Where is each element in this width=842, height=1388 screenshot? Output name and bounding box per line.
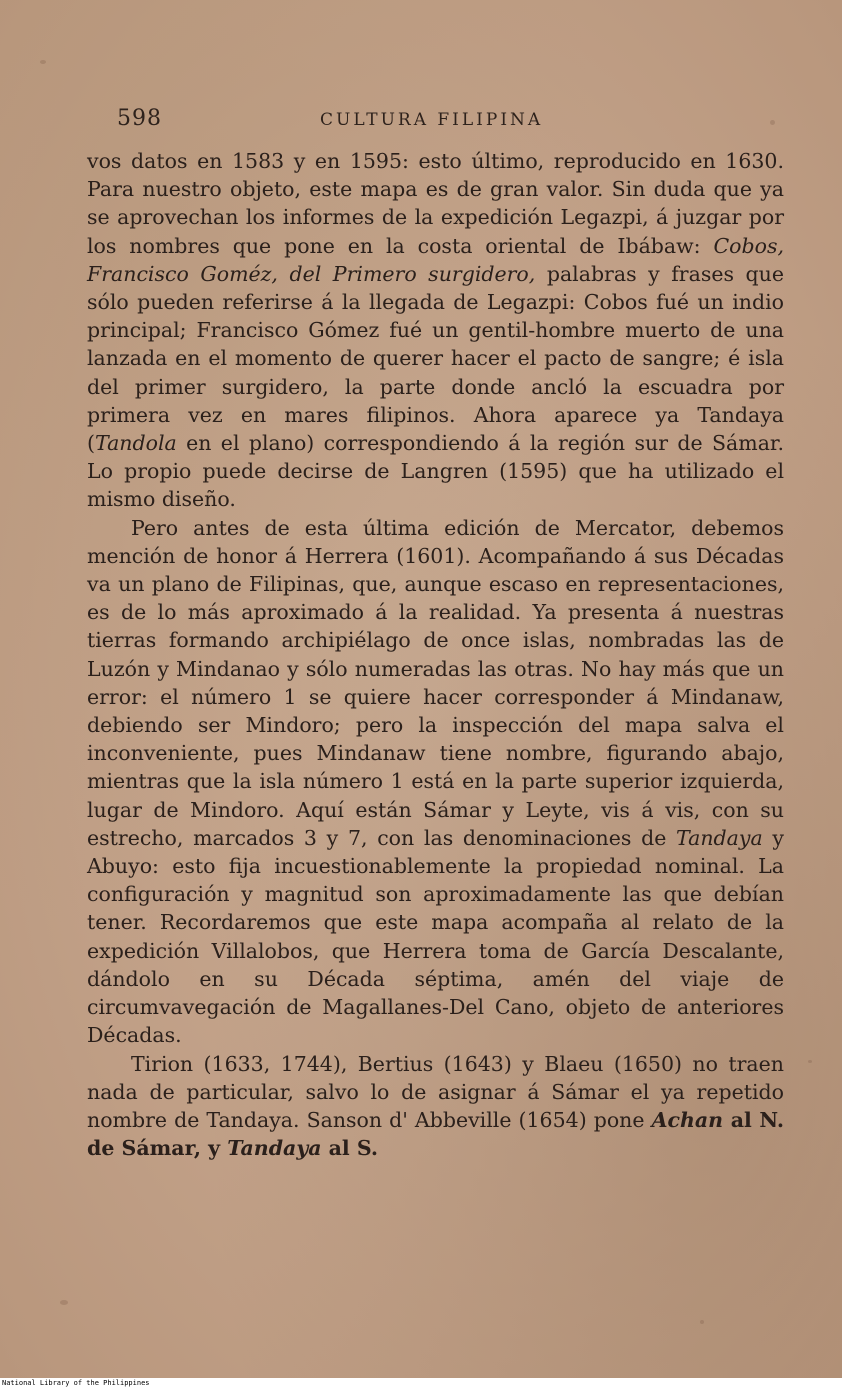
italic-run: Tandaya: [676, 825, 763, 850]
running-title: CULTURA FILIPINA: [320, 110, 544, 130]
bold-run: [652, 1108, 723, 1132]
bold-run: [227, 1136, 321, 1160]
body-text: [87, 147, 784, 1162]
paper-speck: [808, 1060, 812, 1063]
paragraph: [87, 514, 784, 1050]
text-run: palabras y frases que sólo pueden referirse á la llegada de Legazpi: Cobos fué un indio principal; Francisco Gómez fué un gentil-hombre muerto de una lanzada en el momento de querer hacer el pacto de sangre; é isla del primer surgidero, la parte donde ancló la escuadra por primera vez en mares filipinos. Ahora aparece ya Tandaya (: [87, 261, 784, 456]
text-run: y Abuyo: esto fija incuestionablemente la propiedad nominal. La configuración y magnitud son aproximadamente las que debían tener. Recordaremos que este mapa acompaña al relato de la expedición Villalobos, que Herrera toma de García Descalante, dándolo en su Década séptima, amén del viaje de circumvavegación de Magallanes-Del Cano, objeto de anteriores Décadas.: [87, 825, 784, 1048]
bold-run: al S.: [321, 1136, 379, 1161]
paper-speck: [40, 60, 46, 64]
italic-run: Cobos, Francisco Goméz, del Primero surgidero,: [87, 233, 784, 286]
text-run: Pero antes de esta última edición de Mercator, debemos mención de honor á Herrera (1601). Acompañando á sus Décadas va un plano de Filipinas, que, aunque escaso en representaciones, es de lo más aproximado á la realidad. Ya presenta á nuestras tierras formando archipiélago de once islas, nombradas las de Luzón y Mindanao y sólo numeradas las otras. No hay más que un error: el número 1 se quiere hacer corresponder á Mindanaw, debiendo ser Mindoro; pero la inspección del mapa salva el inconveniente, pues Mindanaw tiene nombre, figurando abajo, mientras que la isla número 1 está en la parte superior izquierda, lugar de Mindoro. Aquí están Sámar y Leyte, vis á vis, con su estrecho, marcados 3 y 7, con las denominaciones de: [87, 515, 784, 850]
running-head: [0, 106, 842, 136]
text-run: en el plano) correspondiendo á la región sur de Sámar. Lo propio puede decirse de Langren (1595) que ha utilizado el mismo diseño.: [87, 431, 784, 512]
paragraph: [87, 147, 784, 514]
italic-bold-run: Achan: [651, 1107, 724, 1132]
paper-speck: [60, 1300, 68, 1305]
paper-speck: [700, 1320, 704, 1324]
text-run: vos datos en 1583 y en 1595: esto último, reproducido en 1630. Para nuestro objeto, este mapa es de gran valor. Sin duda que ya se aprovechan los informes de la expedición Legazpi, á juzgar por los nombres que pone en la costa oriental de Ibábaw:: [87, 149, 784, 258]
italic-bold-run: Tandaya: [227, 1136, 322, 1161]
page-number: 598: [117, 106, 162, 131]
text-run: Tirion (1633, 1744), Bertius (1643) y Blaeu (1650) no traen nada de particular, salvo lo de asignar á Sámar el ya repetido nombre de Tandaya. Sanson d' Abbeville (1654) pone: [87, 1051, 784, 1132]
bold-run: al N. de Sámar, y: [87, 1107, 784, 1161]
paragraph: [87, 1050, 784, 1163]
italic-run: Tandola: [95, 431, 177, 456]
library-credit: National Library of the Philippines: [2, 1379, 150, 1387]
